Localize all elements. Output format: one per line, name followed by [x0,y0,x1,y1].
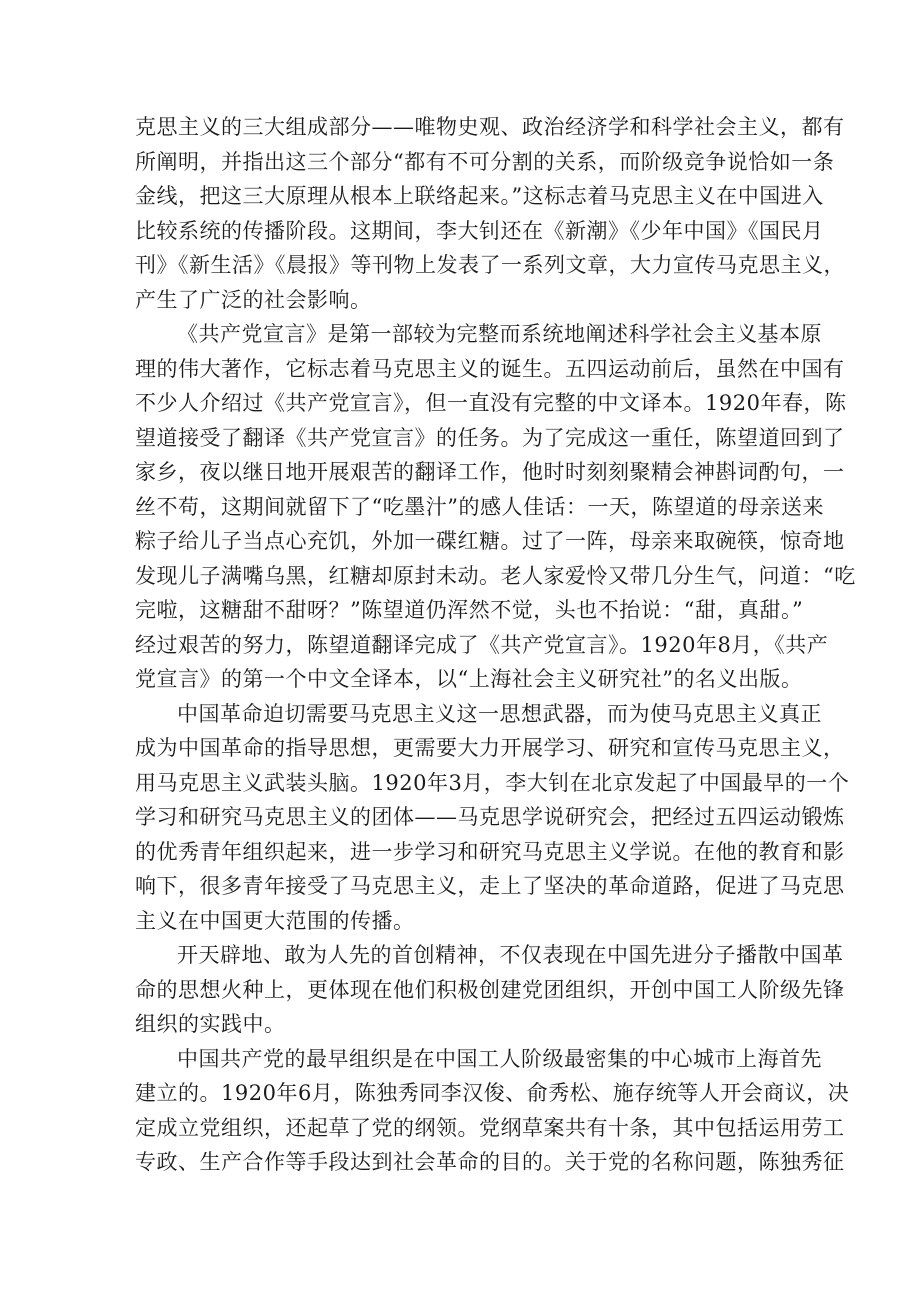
paragraph-3 [135,697,850,939]
text-line: 专政、生产合作等手段达到社会革命的目的。关于党的名称问题，陈独秀征 [135,1150,845,1174]
text-line: 家乡，夜以继日地开展艰苦的翻译工作，他时时刻刻聚精会神斟词酌句，一 [135,460,845,484]
text-line: 丝不苟，这期间就留下了“吃墨汁”的感人佳话：一天，陈望道的母亲送来 [135,494,824,519]
text-line: 《共产党宣言》是第一部较为完整而系统地阐述科学社会主义基本原 [177,322,822,346]
text-line: 产生了广泛的社会影响。 [135,287,372,312]
text-line: 的优秀青年组织起来，进一步学习和研究马克思主义学说。在他的教育和影 [135,839,845,864]
text-line: 开天辟地、敢为人先的首创精神，不仅表现在中国先进分子播散中国革 [177,943,844,967]
text-line: 不少人介绍过《共产党宣言》，但一直没有完整的中文译本。1920年春，陈 [135,391,847,415]
text-line: 定成立党组织，还起草了党的纲领。党纲草案共有十条，其中包括运用劳工 [135,1115,845,1140]
paragraph-1 [135,110,845,317]
text-line: 用马克思主义武装头脑。1920年3月，李大钊在北京发起了中国最早的一个 [135,770,850,795]
text-line: 中国共产党的最早组织是在中国工人阶级最密集的中心城市上海首先 [177,1046,822,1071]
text-line: 发现儿子满嘴乌黑，红糖却原封未动。老人家爱怜又带几分生气，问道：“吃 [135,563,856,588]
text-line: 克思主义的三大组成部分——唯物史观、政治经济学和科学社会主义，都有 [135,115,845,139]
paragraph-5 [135,1042,850,1180]
text-line: 望道接受了翻译《共产党宣言》的任务。为了完成这一重任，陈望道回到了 [135,425,845,450]
text-line: 完啦，这糖甜不甜呀？”陈望道仍浑然不觉，头也不抬说：“甜，真甜。” [135,598,804,622]
text-line: 响下，很多青年接受了马克思主义，走上了坚决的革命道路，促进了马克思 [135,874,845,898]
body-text [135,110,856,1180]
text-line: 学习和研究马克思主义的团体——马克思学说研究会，把经过五四运动锻炼 [135,805,845,829]
text-line: 中国革命迫切需要马克思主义这一思想武器，而为使马克思主义真正 [177,701,822,726]
text-line: 金线，把这三大原理从根本上联络起来。”这标志着马克思主义在中国进入 [135,184,824,208]
text-line: 党宣言》的第一个中文全译本，以“上海社会主义研究社”的名义出版。 [135,667,803,691]
text-line: 经过艰苦的努力，陈望道翻译完成了《共产党宣言》。1920年8月，《共产 [135,632,829,657]
text-line: 成为中国革命的指导思想，更需要大力开展学习、研究和宣传马克思主义， [135,736,845,760]
text-line: 粽子给儿子当点心充饥，外加一碟红糖。过了一阵，母亲来取碗筷，惊奇地 [135,529,845,553]
text-line: 所阐明，并指出这三个部分“都有不可分割的关系，而阶级竞争说恰如一条 [135,149,835,174]
text-line: 命的思想火种上，更体现在他们积极创建党团组织，开创中国工人阶级先锋 [135,977,845,1002]
text-line: 主义在中国更大范围的传播。 [135,908,415,933]
text-line: 刊》《新生活》《晨报》等刊物上发表了一系列文章，大力宣传马克思主义， [135,253,845,277]
paragraph-4 [135,938,845,1042]
paragraph-2 [135,317,856,697]
text-line: 比较系统的传播阶段。这期间，李大钊还在《新潮》《少年中国》《国民月 [135,218,824,243]
text-line: 理的伟大著作，它标志着马克思主义的诞生。五四运动前后，虽然在中国有 [135,356,845,381]
text-line: 建立的。1920年6月，陈独秀同李汉俊、俞秀松、施存统等人开会商议，决 [135,1081,850,1105]
text-line: 组织的实践中。 [135,1012,286,1036]
